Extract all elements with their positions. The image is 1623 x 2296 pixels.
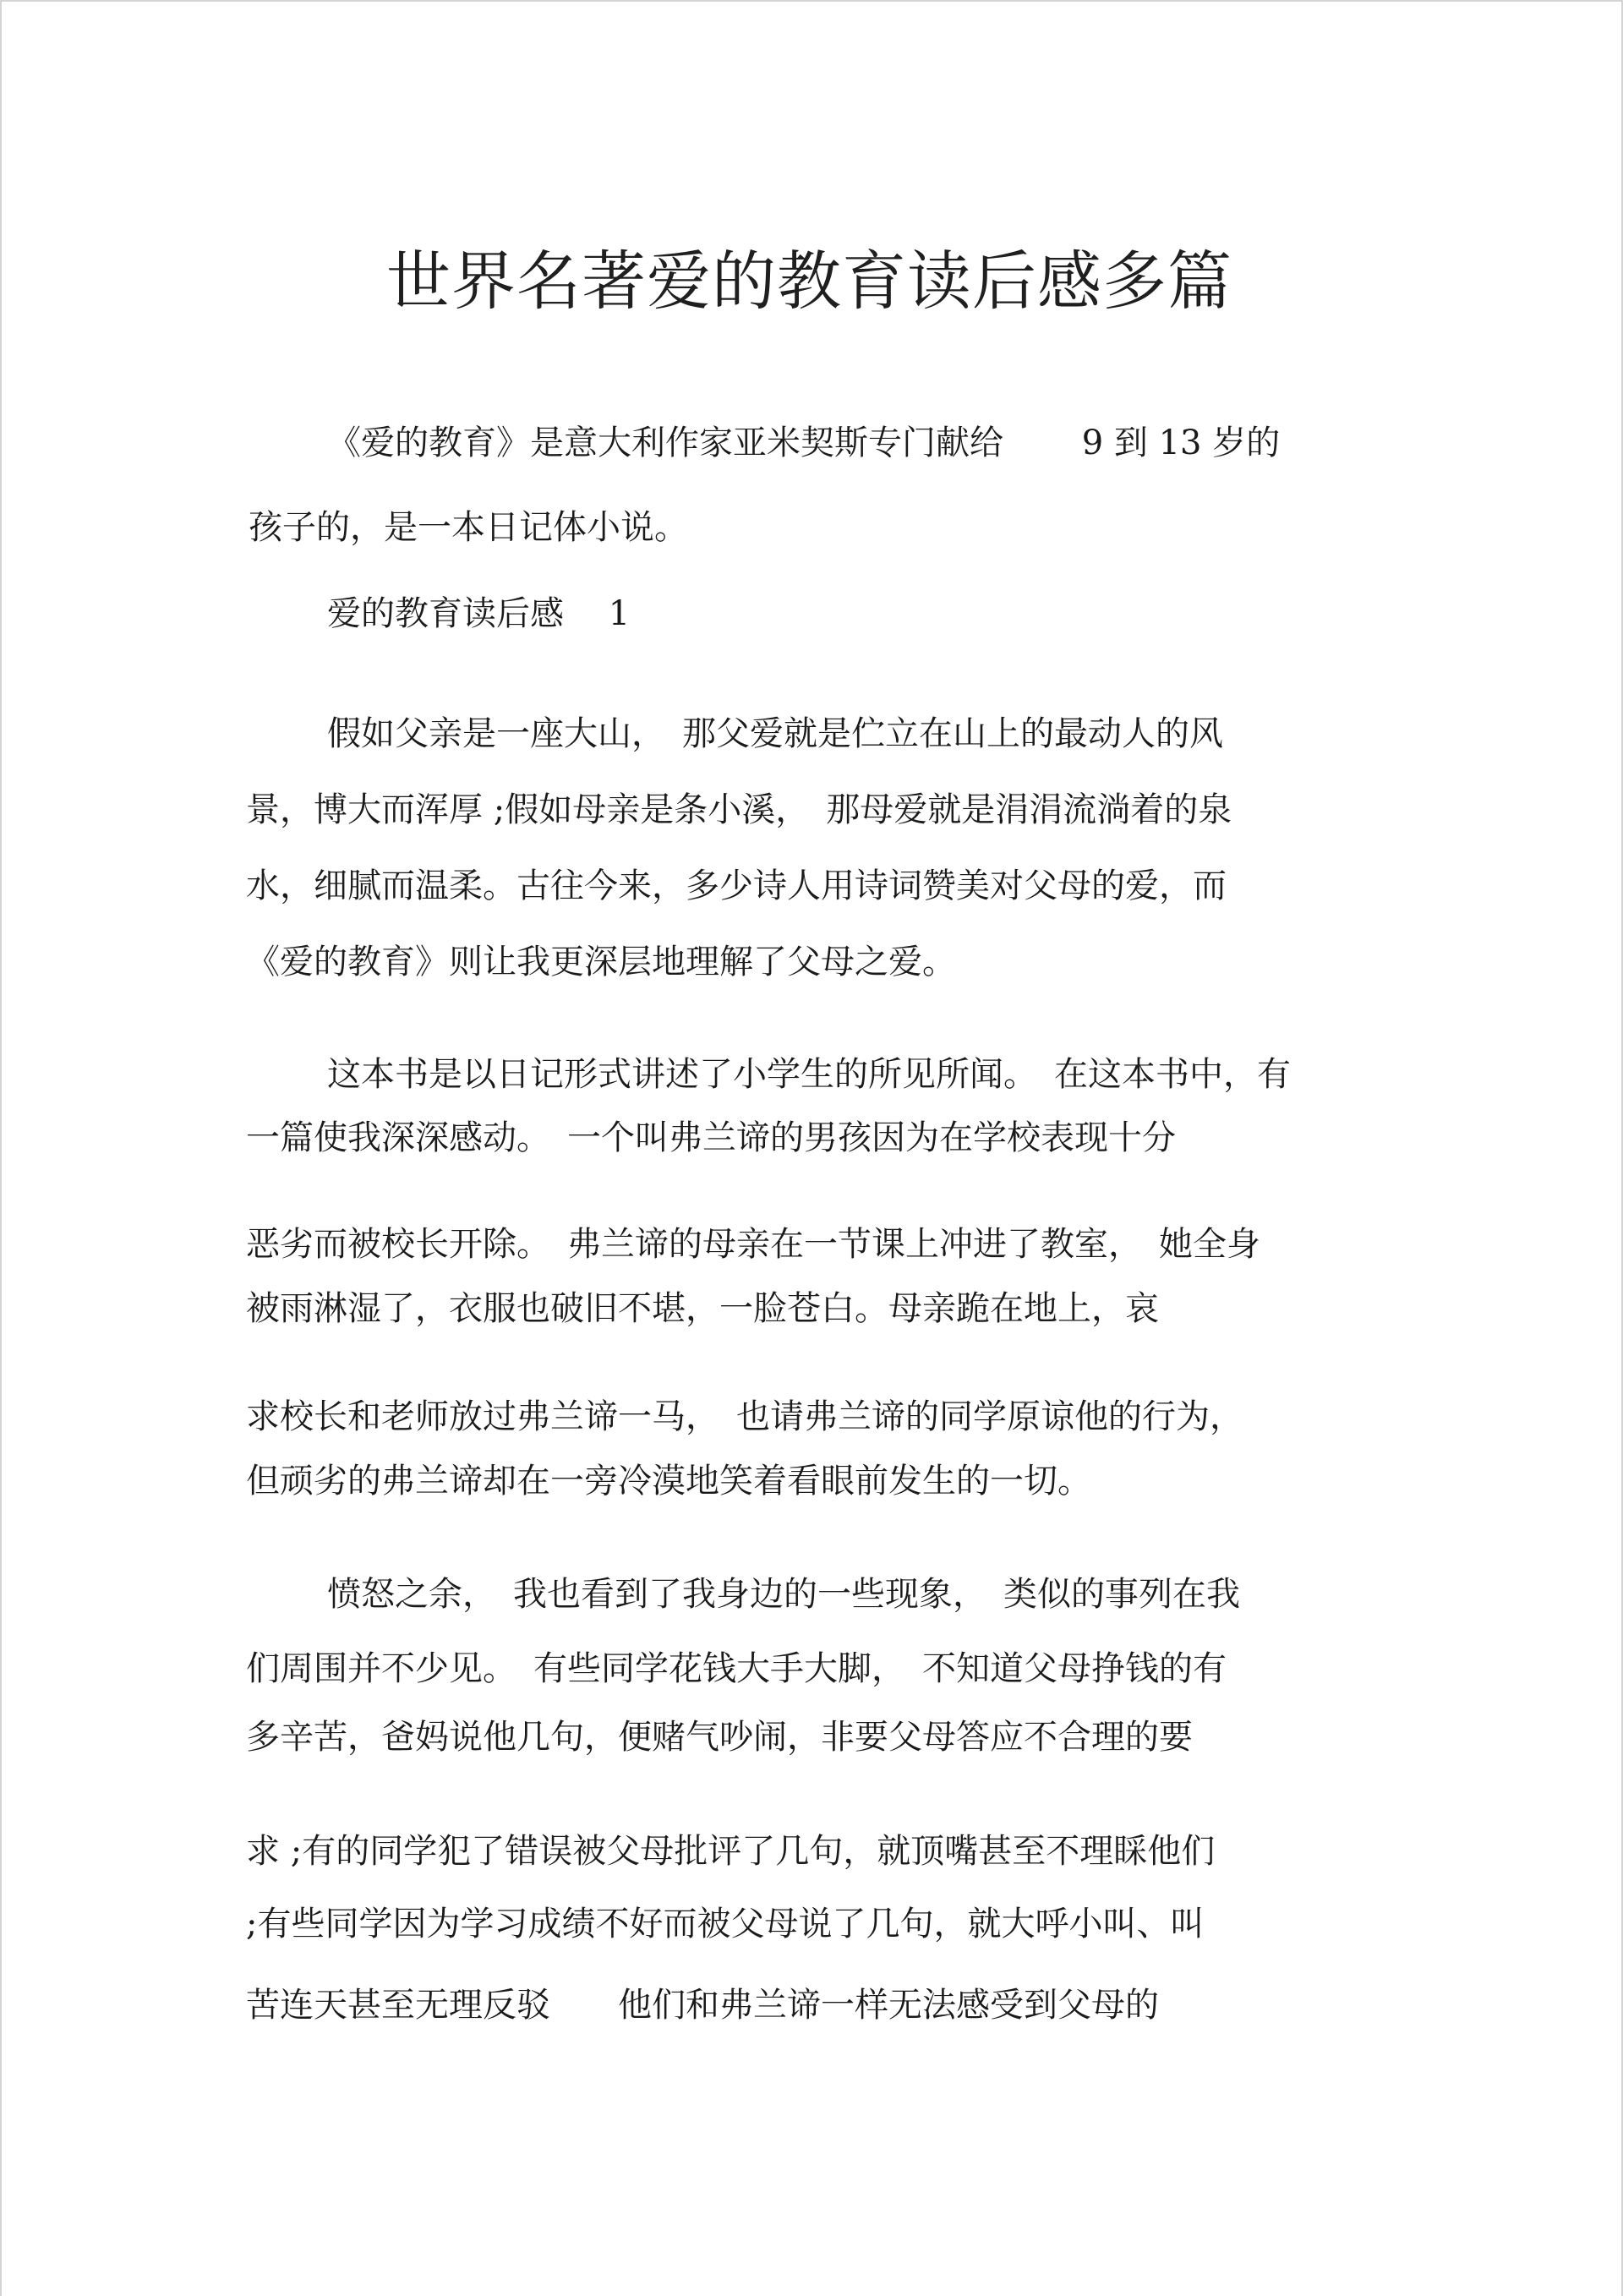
section-heading: 爱的教育读后感 1	[327, 594, 631, 633]
paragraph-line-11: 求校长和老师放过弗兰谛一马， 也请弗兰谛的同学原谅他的行为，	[246, 1397, 1243, 1436]
paragraph-line-18: 苦连天甚至无理反驳 他们和弗兰谛一样无法感受到父母的	[246, 1986, 1159, 2025]
paragraph-line-6: 《爱的教育》则让我更深层地理解了父母之爱。	[246, 943, 956, 981]
paragraph-line-17: ;有些同学因为学习成绩不好而被父母说了几句，就大呼小叫、叫	[246, 1905, 1205, 1943]
document-title: 世界名著爱的教育读后感多篇	[386, 243, 1232, 319]
paragraph-line-16: 求 ;有的同学犯了错误被父母批评了几句，就顶嘴甚至不理睬他们	[246, 1832, 1216, 1871]
paragraph-line-15: 多辛苦，爸妈说他几句，便赌气吵闹，非要父母答应不合理的要	[246, 1718, 1193, 1757]
paragraph-line-3: 假如父亲是一座大山， 那父爱就是伫立在山上的最动人的风	[327, 714, 1223, 753]
paragraph-line-8: 一篇使我深深感动。 一个叫弗兰谛的男孩因为在学校表现十分	[246, 1118, 1176, 1157]
paragraph-line-14: 们周围并不少见。 有些同学花钱大手大脚， 不知道父母挣钱的有	[246, 1649, 1227, 1688]
paragraph-line-1: 《爱的教育》是意大利作家亚米契斯专门献给 9 到 13 岁的	[327, 424, 1281, 462]
paragraph-line-12: 但顽劣的弗兰谛却在一旁冷漠地笑着看眼前发生的一切。	[246, 1462, 1091, 1501]
paragraph-line-4: 景，博大而浑厚 ;假如母亲是条小溪， 那母爱就是涓涓流淌着的泉	[246, 790, 1232, 829]
paragraph-line-13: 愤怒之余， 我也看到了我身边的一些现象， 类似的事列在我	[327, 1575, 1240, 1614]
paragraph-line-2: 孩子的，是一本日记体小说。	[249, 508, 688, 547]
paragraph-line-10: 被雨淋湿了，衣服也破旧不堪，一脸苍白。母亲跪在地上，哀	[246, 1289, 1159, 1328]
paragraph-line-7: 这本书是以日记形式讲述了小学生的所见所闻。 在这本书中，有	[327, 1055, 1291, 1094]
paragraph-line-5: 水，细腻而温柔。古往今来，多少诗人用诗词赞美对父母的爱，而	[246, 866, 1227, 905]
paragraph-line-9: 恶劣而被校长开除。 弗兰谛的母亲在一节课上冲进了教室， 她全身	[246, 1225, 1260, 1264]
